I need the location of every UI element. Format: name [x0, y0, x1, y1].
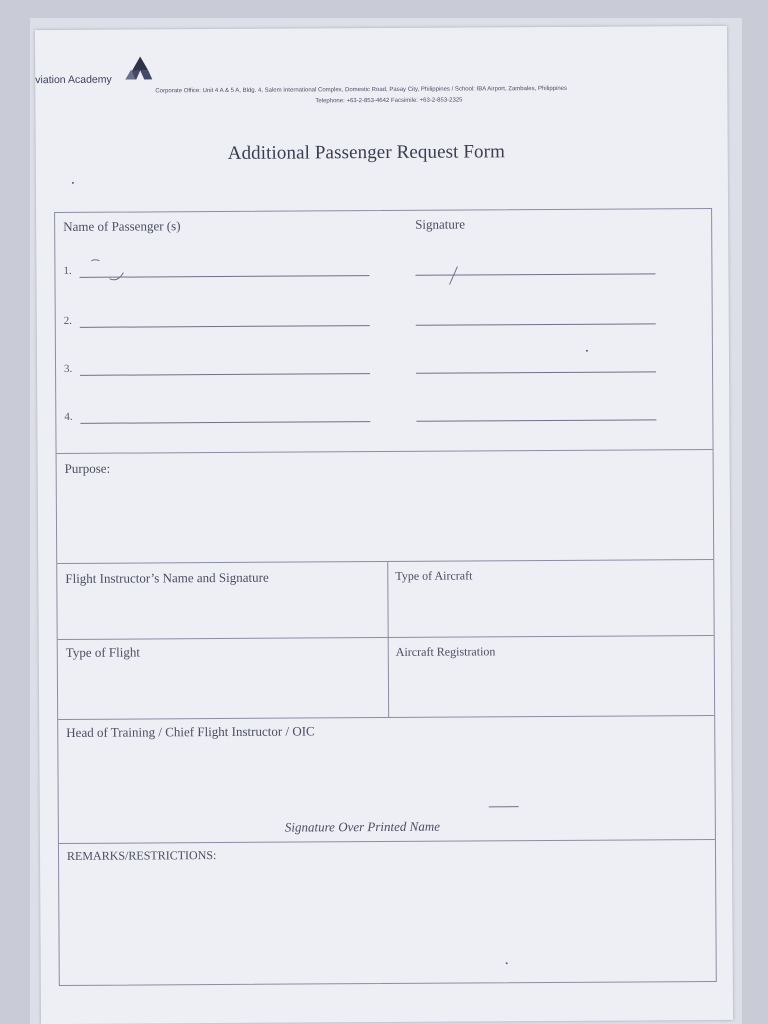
passenger-name-field-4[interactable]: [80, 421, 370, 424]
pen-mark: [435, 262, 465, 288]
scan-speck: [586, 350, 588, 352]
aircraft-registration-field[interactable]: [389, 659, 714, 715]
passenger-name-header: Name of Passenger (s): [63, 218, 181, 234]
organization-name: viation Academy: [35, 73, 112, 87]
passenger-row-number: 4.: [64, 410, 73, 423]
remarks-restrictions-label: REMARKS/RESTRICTIONS:: [66, 848, 217, 863]
signature-over-printed-name-caption: Signature Over Printed Name: [284, 818, 441, 835]
aircraft-type-label: Type of Aircraft: [395, 568, 473, 583]
passenger-row-number: 2.: [63, 314, 73, 327]
pen-mark: [83, 255, 133, 285]
purpose-field[interactable]: [57, 469, 714, 561]
row-divider: [57, 449, 713, 454]
scan-speck: [506, 962, 508, 964]
passenger-signature-field-3[interactable]: [416, 371, 656, 373]
form-table: [54, 208, 717, 986]
aircraft-type-field[interactable]: [388, 585, 713, 637]
flight-type-field[interactable]: [58, 661, 388, 717]
flight-instructor-field[interactable]: [57, 587, 387, 639]
passenger-row-number: 3.: [64, 362, 73, 375]
passenger-signature-field-4[interactable]: [416, 419, 656, 421]
passenger-signature-field-2[interactable]: [416, 323, 656, 325]
row-divider: [59, 839, 715, 844]
purpose-label: Purpose:: [64, 460, 111, 476]
contact-numbers: Telephone: +63-2-853-4642 Facsimile: +63-2-853-2325: [315, 97, 463, 105]
scan-speck: [72, 182, 74, 184]
approval-signature-line[interactable]: [489, 806, 519, 807]
flight-instructor-label: Flight Instructor’s Name and Signature: [65, 569, 269, 586]
passenger-name-field-2[interactable]: [80, 325, 370, 328]
corporate-address: Corporate Office: Unit 4 A & 5 A, Bldg. 4, Salem International Complex, Domestic Road, Pasay City, Philippines / School: IBA Airport, Zambales, Philippines: [155, 85, 568, 95]
passenger-name-field-3[interactable]: [80, 373, 370, 376]
form-page: [35, 26, 733, 1024]
passenger-row-number: 1.: [63, 264, 72, 277]
academy-logo-icon: [123, 55, 157, 81]
head-of-training-label: Head of Training / Chief Flight Instructor / OIC: [66, 723, 315, 740]
aircraft-registration-label: Aircraft Registration: [395, 644, 496, 659]
form-title: Additional Passenger Request Form: [227, 141, 505, 164]
flight-type-label: Type of Flight: [65, 644, 141, 660]
signature-header: Signature: [415, 216, 466, 232]
remarks-field[interactable]: [59, 863, 716, 983]
